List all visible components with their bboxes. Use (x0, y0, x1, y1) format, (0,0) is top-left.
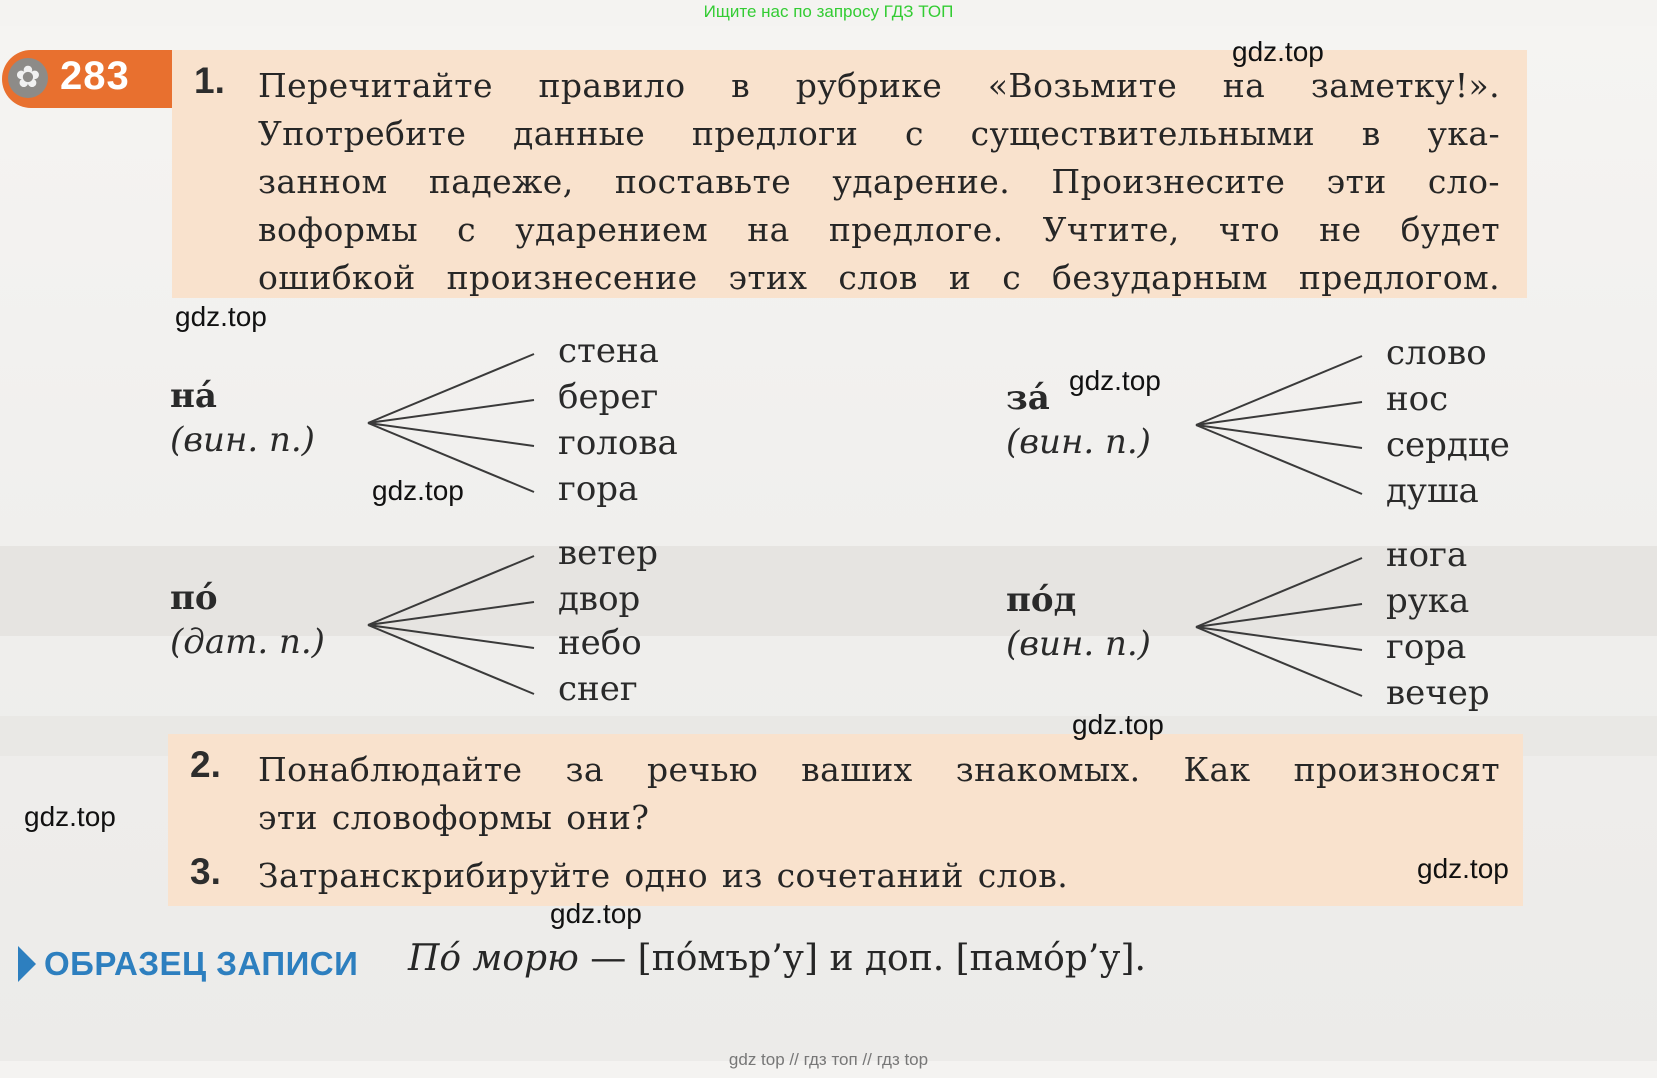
task2-number: 2. (190, 744, 221, 785)
task3-text: Затранскрибируйте одно из сочетаний слов. (258, 856, 1069, 895)
fan-connector (1196, 354, 1366, 496)
case-label: (дат. п.) (170, 622, 325, 662)
word-item: ветер (558, 533, 658, 573)
word-item: снег (558, 669, 638, 709)
word-item: нога (1386, 535, 1468, 575)
case-label: (вин. п.) (170, 420, 315, 460)
sample-arrow-icon (18, 946, 36, 982)
footer-watermark: gdz top // гдз топ // гдз top (728, 1050, 929, 1069)
task1-number: 1. (194, 60, 225, 101)
fan-connector (368, 352, 538, 494)
gdz-watermark: gdz.top (372, 475, 464, 506)
fan-connector (1196, 556, 1366, 698)
sample-phrase: По́ морю (408, 938, 579, 979)
word-item: сердце (1386, 425, 1510, 465)
word-item: рука (1386, 581, 1470, 621)
gdz-watermark: gdz.top (550, 898, 642, 929)
exercise-badge (2, 50, 180, 108)
task2-text (258, 746, 1500, 842)
task1-line: воформы с ударением на предлоге. Учтите, что не будет (258, 210, 1500, 249)
word-item: гора (558, 469, 639, 509)
word-item: голова (558, 423, 678, 463)
word-item: вечер (1386, 673, 1490, 713)
top-watermark-banner: Ищите нас по запросу ГДЗ ТОП (703, 2, 954, 21)
gdz-watermark: gdz.top (1232, 36, 1324, 67)
gdz-watermark: gdz.top (1069, 365, 1161, 396)
exercise-number: 283 (60, 54, 130, 98)
word-item: слово (1386, 333, 1487, 373)
word-item: небо (558, 623, 642, 663)
task1-line: ошибкой произнесение этих слов и с безударным предлогом. (258, 258, 1500, 297)
preposition-po: по́ (170, 578, 218, 618)
task1-line: Перечитайте правило в рубрике «Возьмите на заметку!». (258, 66, 1500, 105)
word-item: берег (558, 377, 659, 417)
word-item: двор (558, 579, 641, 619)
task2-line: эти словоформы они? (258, 798, 650, 837)
sample-text (408, 938, 1146, 979)
gdz-watermark: gdz.top (1072, 709, 1164, 740)
task1-text (258, 62, 1500, 302)
fan-connector (368, 554, 538, 696)
flower-icon: ✿ (8, 58, 48, 98)
preposition-za: за́ (1006, 378, 1050, 418)
word-item: нос (1386, 379, 1449, 419)
task2-line: Понаблюдайте за речью ваших знакомых. Как произносят (258, 750, 1500, 789)
preposition-na: на́ (170, 376, 217, 416)
task1-line: Употребите данные предлоги с существительными в ука- (258, 114, 1500, 153)
task1-line: занном падеже, поставьте ударение. Произнесите эти сло- (258, 162, 1500, 201)
gdz-watermark: gdz.top (24, 801, 116, 832)
sample-label: ОБРАЗЕЦ ЗАПИСИ (44, 945, 359, 982)
case-label: (вин. п.) (1006, 422, 1151, 462)
word-item: стена (558, 331, 659, 371)
gdz-watermark: gdz.top (175, 301, 267, 332)
case-label: (вин. п.) (1006, 624, 1151, 664)
preposition-pod: по́д (1006, 580, 1077, 620)
word-item: гора (1386, 627, 1467, 667)
word-item: душа (1386, 471, 1479, 511)
gdz-watermark: gdz.top (1417, 853, 1509, 884)
sample-transcription: — [по́мър’у] и доп. [памо́р’у]. (578, 938, 1146, 979)
task3-number: 3. (190, 851, 221, 892)
